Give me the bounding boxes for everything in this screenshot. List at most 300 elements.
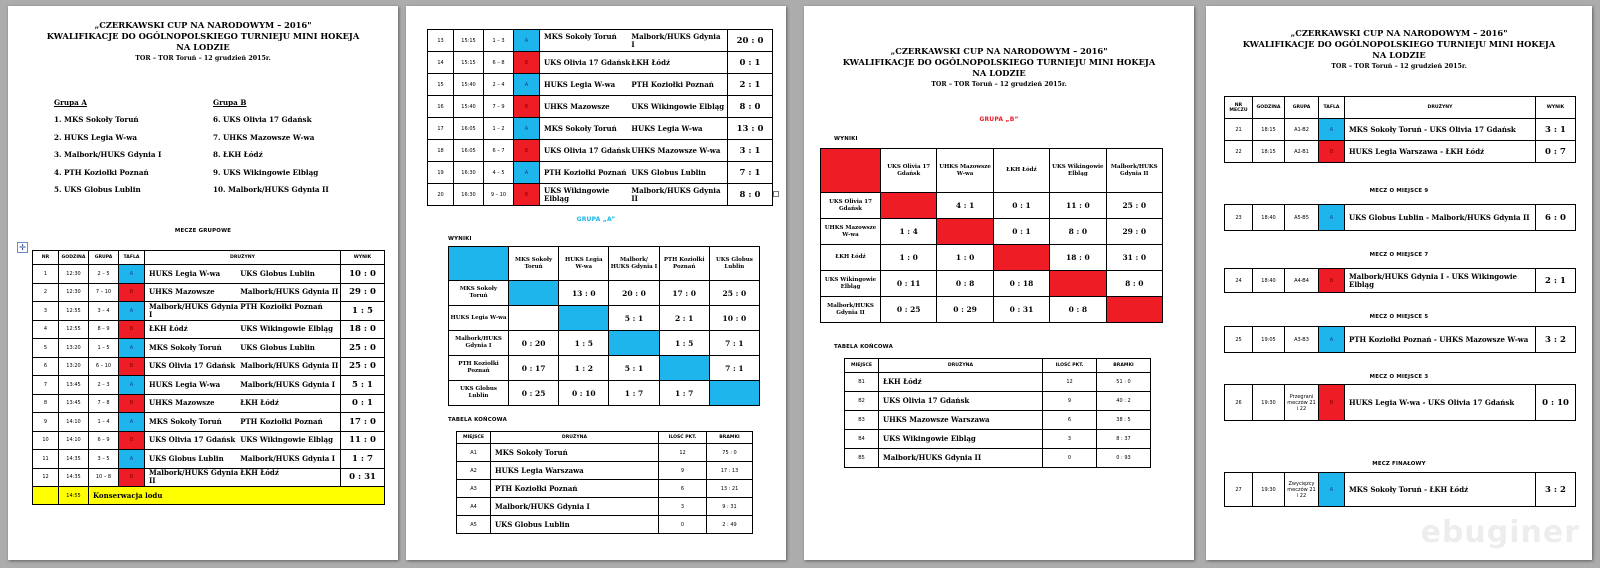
match-time: 15:40 [454, 74, 484, 96]
matrix-row-header: HUKS Legia W-wa [449, 306, 509, 331]
standing-position: A5 [457, 516, 491, 534]
away-team: Malbork/HUKS Gdynia II [240, 287, 339, 297]
matrix-score-cell: 1 : 7 [659, 381, 709, 406]
rink-cell: A [119, 339, 145, 358]
rink-cell: A [1319, 205, 1345, 231]
match-time: 12:55 [59, 320, 89, 339]
rink-cell: B [1319, 141, 1345, 163]
match-time: 12:55 [59, 302, 89, 321]
matrix-row-header: UKS Wikingowie Elbląg [821, 271, 881, 297]
match-row [33, 265, 385, 284]
semifinal-row [1225, 119, 1576, 141]
rink-cell: A [1319, 473, 1345, 507]
matrix-score-cell: 1 : 0 [937, 245, 993, 271]
matrix-score-cell: 0 : 31 [993, 297, 1049, 323]
rink-cell: A [119, 302, 145, 321]
match-teams [145, 468, 341, 487]
match-row [33, 376, 385, 395]
away-team: UHKS Mazowsze W-wa [631, 145, 721, 155]
title-subline: TOR – TOR Toruń – 12 grudzień 2015r. [931, 81, 1067, 88]
match-group-pair: 7 – 9 [484, 96, 514, 118]
match-score: 0 : 31 [341, 468, 385, 487]
match-row [33, 357, 385, 376]
standing-points: 9 [659, 462, 707, 480]
match-time: 19:30 [1253, 385, 1285, 421]
away-team: ŁKH Łódź [240, 468, 279, 478]
match-time: 18:15 [1253, 119, 1285, 141]
rink-cell: A [514, 74, 540, 96]
match-score: 7 : 1 [728, 162, 773, 184]
standing-points: 6 [1043, 411, 1097, 430]
col-header: WYNIK [1536, 97, 1576, 119]
standing-points: 6 [659, 480, 707, 498]
away-team: UKS Globus Lublin [240, 342, 315, 352]
match-group-pair: 2 – 4 [484, 74, 514, 96]
away-team: UKS Wikingowie Elbląg [240, 435, 333, 445]
group-b-heading: GRUPA „B” [979, 116, 1019, 123]
match-group-pair: A3-B3 [1285, 327, 1319, 353]
standing-team: PTH Koziołki Poznań [491, 480, 659, 498]
home-team: UKS Olivia 17 Gdańsk [149, 435, 236, 445]
match-number: 26 [1225, 385, 1253, 421]
matrix-col-header: PTH Koziołki Poznań [659, 247, 709, 281]
standing-goals: 8 : 37 [1097, 430, 1151, 449]
title-subline: TOR – TOR Toruń – 12 grudzień 2015r. [135, 55, 271, 62]
title-line-2: KWALIFIKACJE DO OGÓLNOPOLSKIEGO TURNIEJU MINI HOKEJA [46, 31, 360, 41]
match-row [33, 431, 385, 450]
group-a-item: 5. UKS Globus Lublin [54, 185, 141, 195]
matrix-col-header: MKS Sokoły Toruń [509, 247, 559, 281]
rink-cell: B [1319, 385, 1345, 421]
title-line-1: „CZERKAWSKI CUP NA NARODOWYM – 2016" [890, 46, 1108, 56]
rink-cell: B [119, 468, 145, 487]
semifinals-body [1225, 119, 1576, 163]
match-group-pair: 2 – 5 [89, 265, 119, 284]
match-number: 9 [33, 413, 59, 432]
match-teams [540, 30, 728, 52]
matrix-row [821, 219, 1163, 245]
match-row [33, 283, 385, 302]
match-teams [540, 52, 728, 74]
match-group-pair: A4-B4 [1285, 269, 1319, 293]
match-teams [145, 339, 341, 358]
matrix-diagonal-cell [559, 306, 609, 331]
standing-goals: 13 : 21 [707, 480, 753, 498]
matrix-score-cell: 0 : 8 [1050, 297, 1106, 323]
away-team: Malbork/HUKS Gdynia II [631, 185, 721, 203]
match-score: 25 : 0 [341, 357, 385, 376]
matrix-diagonal-cell [609, 331, 659, 356]
matrix-score-cell: 1 : 5 [659, 331, 709, 356]
match-number: 22 [1225, 141, 1253, 163]
group-b-item: 6. UKS Olivia 17 Gdańsk [213, 115, 312, 125]
matrix-col-header: UKS Wikingowie Elbląg [1050, 149, 1106, 193]
matrix-row [449, 381, 760, 406]
match-score: 3 : 2 [1536, 327, 1576, 353]
match-group-pair: 7 – 10 [89, 283, 119, 302]
matrix-score-cell: 25 : 0 [709, 281, 759, 306]
matrix-diagonal-cell [659, 356, 709, 381]
matrix-score-cell: 0 : 25 [509, 381, 559, 406]
match-score: 3 : 1 [1536, 119, 1576, 141]
away-team: PTH Koziołki Poznań [240, 416, 323, 426]
standing-goals: 38 : 5 [1097, 411, 1151, 430]
matrix-col-header: UKS Globus Lublin [709, 247, 759, 281]
match-teams [145, 450, 341, 469]
match-score: 3 : 2 [1536, 473, 1576, 507]
matrix-score-cell: 11 : 0 [1050, 193, 1106, 219]
placement-table-final [1224, 472, 1576, 507]
match-time: 15:40 [454, 96, 484, 118]
away-team: PTH Koziołki Poznań [240, 301, 323, 311]
standing-goals: 2 : 49 [707, 516, 753, 534]
match-group-pair: 1 – 5 [89, 339, 119, 358]
matrix-score-cell: 0 : 20 [509, 331, 559, 356]
matrix-diagonal-cell [509, 281, 559, 306]
home-team: MKS Sokoły Toruń [149, 416, 222, 426]
final-standings-row [457, 516, 753, 534]
matrix-row-header: UKS Globus Lublin [449, 381, 509, 406]
away-team: UKS Wikingowie Elbląg [240, 324, 333, 334]
group-a-heading: GRUPA „A” [576, 216, 616, 223]
table-row-ice-maintenance [33, 487, 385, 505]
matrix-row [449, 281, 760, 306]
col-header: TAFLA [1319, 97, 1345, 119]
final-header-row [457, 432, 753, 444]
col-header: NR [33, 251, 59, 265]
home-team: UKS Globus Lublin [149, 453, 224, 463]
matrix-row-header: PTH Koziołki Poznań [449, 356, 509, 381]
col-header: GRUPA [1285, 97, 1319, 119]
match-number: 21 [1225, 119, 1253, 141]
matrix-score-cell: 29 : 0 [1106, 219, 1162, 245]
col-header: TAFLA [119, 251, 145, 265]
match-row [428, 184, 773, 206]
matrix-diagonal-cell [937, 219, 993, 245]
matrix-corner-cell [821, 149, 881, 193]
standing-points: 0 [659, 516, 707, 534]
rink-cell: A [119, 376, 145, 395]
home-team: UHKS Mazowsze [149, 287, 215, 297]
match-time: 16:05 [454, 140, 484, 162]
match-teams [540, 118, 728, 140]
standing-points: 0 [1043, 449, 1097, 468]
match-score: 20 : 0 [728, 30, 773, 52]
standing-position: B2 [845, 392, 879, 411]
standing-position: B3 [845, 411, 879, 430]
match-teams [145, 431, 341, 450]
semifinals-table [1224, 96, 1576, 163]
match-score: 0 : 1 [341, 394, 385, 413]
matrix-score-cell: 8 : 0 [1050, 219, 1106, 245]
matrix-row [449, 331, 760, 356]
matrix-row-header: UKS Olivia 17 Gdańsk [821, 193, 881, 219]
match-group-pair: A2-B1 [1285, 141, 1319, 163]
col-header: GRUPA [89, 251, 119, 265]
match-score: 0 : 10 [1536, 385, 1576, 421]
semifinal-row [1225, 141, 1576, 163]
match-score: 8 : 0 [728, 96, 773, 118]
home-team: Malbork/HUKS Gdynia I [149, 301, 239, 319]
matrix-score-cell: 0 : 29 [937, 297, 993, 323]
match-group-pair: 2 – 3 [89, 376, 119, 395]
placement-table-m7 [1224, 268, 1576, 293]
group-a-final-label: TABELA KOŃCOWA [448, 417, 507, 423]
group-matches-body-2 [428, 30, 773, 206]
away-team: UKS Wikingowie Elbląg [631, 101, 725, 111]
group-matches-table [32, 250, 385, 505]
match-score: 3 : 1 [728, 140, 773, 162]
match-score: 1 : 5 [341, 302, 385, 321]
col-header: DRUŻYNA [879, 359, 1043, 373]
matrix-score-cell: 5 : 1 [609, 356, 659, 381]
matrix-score-cell [509, 306, 559, 331]
standing-position: A2 [457, 462, 491, 480]
group-b-item: 8. ŁKH Łódź [213, 150, 263, 160]
group-a-item: 4. PTH Koziołki Poznań [54, 167, 149, 177]
match-group-pair: 3 – 4 [89, 302, 119, 321]
col-header: BRAMKI [707, 432, 753, 444]
matrix-row-header: UHKS Mazowsze W-wa [821, 219, 881, 245]
match-time: 13:20 [59, 357, 89, 376]
matrix-score-cell: 1 : 5 [559, 331, 609, 356]
page-header [804, 46, 1194, 88]
final-standings-row [457, 444, 753, 462]
maintenance-time: 14:55 [59, 487, 89, 505]
match-time: 13:45 [59, 376, 89, 395]
match-teams [540, 96, 728, 118]
match-time: 18:15 [1253, 141, 1285, 163]
match-time: 13:45 [59, 394, 89, 413]
home-team: HUKS Legia W-wa [544, 79, 616, 89]
match-score: 10 : 0 [341, 265, 385, 284]
match-teams [540, 184, 728, 206]
placement-title-m3: MECZ O MIEJSCE 3 [1369, 374, 1429, 380]
match-score: 2 : 1 [728, 74, 773, 96]
match-number: 25 [1225, 327, 1253, 353]
matrix-score-cell: 31 : 0 [1106, 245, 1162, 271]
matrix-row-header: ŁKH Łódź [821, 245, 881, 271]
group-a-final-table [456, 431, 753, 534]
matrix-score-cell: 25 : 0 [1106, 193, 1162, 219]
table-header-row [1225, 97, 1576, 119]
placement-title-final: MECZ FINAŁOWY [1372, 461, 1426, 467]
standing-team: UHKS Mazowsze Warszawa [879, 411, 1043, 430]
maintenance-text: Konserwacja lodu [89, 487, 385, 505]
title-line-3: NA LODZIE [1372, 50, 1426, 60]
match-group-pair: 6 – 9 [89, 431, 119, 450]
title-line-3: NA LODZIE [176, 42, 230, 52]
group-b-list [213, 94, 329, 198]
match-time: 15:15 [454, 52, 484, 74]
standing-goals: 17 : 13 [707, 462, 753, 480]
match-row [33, 450, 385, 469]
match-row [33, 413, 385, 432]
match-group-pair: A5-B5 [1285, 205, 1319, 231]
matrix-score-cell: 4 : 1 [937, 193, 993, 219]
rink-cell: A [514, 118, 540, 140]
match-group-pair: A1-B2 [1285, 119, 1319, 141]
matrix-diagonal-cell [1106, 297, 1162, 323]
match-group-pair: 1 – 4 [89, 413, 119, 432]
match-group-pair: Zwycięzcy meczów 21 i 22 [1285, 473, 1319, 507]
standing-goals: 51 : 0 [1097, 373, 1151, 392]
match-number: 2 [33, 283, 59, 302]
match-teams [145, 302, 341, 321]
match-time: 19:30 [1253, 473, 1285, 507]
group-b-item: 7. UHKS Mazowsze W-wa [213, 132, 315, 142]
match-time: 14:10 [59, 431, 89, 450]
match-group-pair: 8 – 9 [89, 320, 119, 339]
placement-match-row [1225, 473, 1576, 507]
match-time: 14:35 [59, 468, 89, 487]
rink-cell: B [119, 431, 145, 450]
title-line-1: „CZERKAWSKI CUP NA NARODOWYM – 2016" [1290, 28, 1508, 38]
page-2 [406, 6, 786, 560]
matrix-row [821, 193, 1163, 219]
away-team: ŁKH Łódź [631, 57, 670, 67]
match-time: 14:10 [59, 413, 89, 432]
matrix-score-cell: 8 : 0 [1106, 271, 1162, 297]
match-teams: HUKS Legia W-wa - UKS Olivia 17 Gdańsk [1345, 385, 1536, 421]
match-number: 5 [33, 339, 59, 358]
match-teams: UKS Globus Lublin - Malbork/HUKS Gdynia II [1345, 205, 1536, 231]
page-header [8, 20, 398, 62]
placement-match-row [1225, 269, 1576, 293]
match-number: 3 [33, 302, 59, 321]
standing-team: UKS Globus Lublin [491, 516, 659, 534]
matrix-col-header: ŁKH Łódź [993, 149, 1049, 193]
col-header: BRAMKI [1097, 359, 1151, 373]
matrix-score-cell: 10 : 0 [709, 306, 759, 331]
match-teams [145, 357, 341, 376]
match-row [428, 52, 773, 74]
rink-cell: A [514, 30, 540, 52]
rink-cell: A [119, 265, 145, 284]
match-row [428, 30, 773, 52]
match-score: 0 : 7 [1536, 141, 1576, 163]
matrix-score-cell: 1 : 7 [609, 381, 659, 406]
match-teams [145, 320, 341, 339]
group-b-item: 10. Malbork/HUKS Gdynia II [213, 185, 329, 195]
group-b-results-label: WYNIKI [834, 136, 858, 142]
placement-match-row [1225, 205, 1576, 231]
table-resize-handle[interactable] [773, 191, 779, 197]
matrix-score-cell: 18 : 0 [1050, 245, 1106, 271]
page-3 [804, 6, 1194, 560]
standing-goals: 9 : 31 [707, 498, 753, 516]
away-team: HUKS Legia W-wa [631, 123, 703, 133]
col-header: ILOŚĆ PKT. [659, 432, 707, 444]
matrix-header-row [821, 149, 1163, 193]
match-time: 19:05 [1253, 327, 1285, 353]
home-team: HUKS Legia W-wa [149, 379, 221, 389]
standing-team: HUKS Legia Warszawa [491, 462, 659, 480]
standing-points: 9 [1043, 392, 1097, 411]
col-header: GODZINA [1253, 97, 1285, 119]
matrix-header-row [449, 247, 760, 281]
match-number: 12 [33, 468, 59, 487]
matrix-score-cell: 17 : 0 [659, 281, 709, 306]
group-a-results-matrix [448, 246, 760, 406]
group-matches-table-continued [427, 29, 773, 206]
match-number: 6 [33, 357, 59, 376]
match-score: 25 : 0 [341, 339, 385, 358]
match-teams: PTH Koziołki Poznań - UHKS Mazowsze W-wa [1345, 327, 1536, 353]
away-team: Malbork/HUKS Gdynia I [631, 31, 721, 49]
rink-cell: A [1319, 119, 1345, 141]
matrix-score-cell: 0 : 8 [937, 271, 993, 297]
standing-team: Malbork/HUKS Gdynia II [879, 449, 1043, 468]
match-row [33, 339, 385, 358]
rink-cell: A [119, 450, 145, 469]
matrix-row-header: Malbork/HUKS Gdynia II [821, 297, 881, 323]
title-line-2: KWALIFIKACJE DO OGÓLNOPOLSKIEGO TURNIEJU MINI HOKEJA [842, 57, 1156, 67]
home-team: UKS Olivia 17 Gdańsk [149, 361, 236, 371]
matrix-diagonal-cell [709, 381, 759, 406]
standing-team: MKS Sokoły Toruń [491, 444, 659, 462]
col-header: ILOŚĆ PKT. [1043, 359, 1097, 373]
table-move-handle-icon[interactable]: ✛ [17, 242, 28, 253]
match-teams [145, 265, 341, 284]
match-number: 27 [1225, 473, 1253, 507]
rink-cell: B [119, 357, 145, 376]
col-header: MIEJSCE [457, 432, 491, 444]
match-group-pair: 6 – 10 [89, 357, 119, 376]
matrix-col-header: Malbork/ HUKS Gdynia I [609, 247, 659, 281]
match-score: 2 : 1 [1536, 269, 1576, 293]
match-time: 15:15 [454, 30, 484, 52]
standing-goals: 0 : 93 [1097, 449, 1151, 468]
group-b-results-matrix [820, 148, 1163, 323]
placement-match-row [1225, 327, 1576, 353]
col-header: GODZINA [59, 251, 89, 265]
match-score: 17 : 0 [341, 413, 385, 432]
match-number: 13 [428, 30, 454, 52]
col-header: DRUŻYNY [1345, 97, 1536, 119]
standing-team: UKS Wikingowie Elbląg [879, 430, 1043, 449]
group-a-item: 2. HUKS Legia W-wa [54, 132, 138, 142]
group-matches-body [33, 265, 385, 487]
matrix-score-cell: 0 : 25 [881, 297, 937, 323]
page-header [1206, 28, 1592, 70]
final-header-row [845, 359, 1151, 373]
match-group-pair: Przegrani meczów 21 i 22 [1285, 385, 1319, 421]
match-number: 4 [33, 320, 59, 339]
match-time: 16:30 [454, 162, 484, 184]
match-teams [540, 74, 728, 96]
group-b-item: 9. UKS Wikingowie Elbląg [213, 167, 319, 177]
matrix-score-cell: 13 : 0 [559, 281, 609, 306]
matrix-score-cell: 7 : 1 [709, 356, 759, 381]
match-group-pair: 7 – 8 [89, 394, 119, 413]
match-number: 24 [1225, 269, 1253, 293]
matrix-diagonal-cell [1050, 271, 1106, 297]
matrix-score-cell: 7 : 1 [709, 331, 759, 356]
match-number: 14 [428, 52, 454, 74]
match-teams [145, 413, 341, 432]
matrix-row [821, 245, 1163, 271]
match-row [33, 468, 385, 487]
matrix-row [821, 297, 1163, 323]
rink-cell: B [119, 283, 145, 302]
group-a-list [54, 94, 161, 198]
rink-cell: B [514, 184, 540, 206]
away-team: UKS Globus Lublin [240, 268, 315, 278]
matrix-row-header: MKS Sokoły Toruń [449, 281, 509, 306]
match-teams [145, 394, 341, 413]
rink-cell: B [119, 394, 145, 413]
